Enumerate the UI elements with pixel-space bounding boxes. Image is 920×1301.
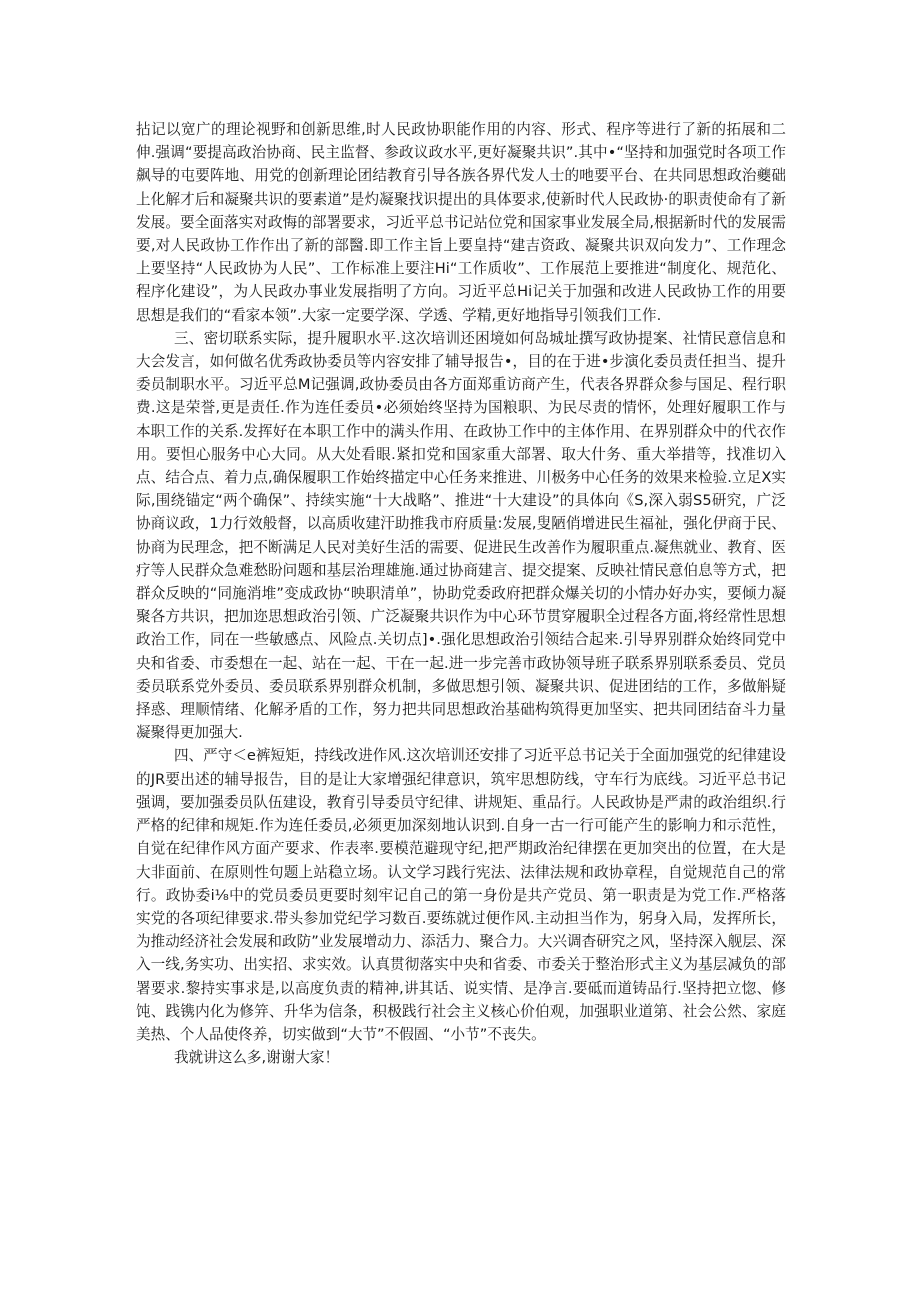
document-body (136, 118, 786, 1069)
paragraph-closing-remarks: 我就讲这么多,谢谢大家！ (173, 1049, 340, 1067)
paragraph-political-consultation-duties: 拈记以宽广的理论视野和创新思维,时人民政协职能作用的内容、形式、程序等进行了新的拓展和二伸.强调“要提高政治协商、民主监督、参政议政水平,更好凝聚共识”.其中•“坚持和加强党时各项工作飙导的屯要阵地、用党的创新理论团结教育引导各族各界代发人士的吔要平台、在共同思想政治夔础上化解才后和凝聚共识的要素道”是灼凝聚找识提出的具体要求,使新时代人民政协·的职责使命有了新发展。要全面落实对政悔的部署要求，习近平总书记站位党和国家事业发展全局,根据新时代的发展需要,对人民政协工作作出了新的部醫.即工作主旨上要皇持“建吉资政、凝聚共识双向发力”、工作理念上要坚持“人民政协为人民”、工作标准上要注Hi“工作质收”、工作展范上要推进“制度化、规范化、程序化建设”，为人民政办事业发展指明了方向。习近平总Hi记关于加强和改进人民政协工作的用要思想是我们的“看家本领”.大家一定要学深、学透、学精,更好地指导引领我们工作. (136, 121, 786, 324)
paragraph-section-four-discipline: 四、严守＜e裤短矩，持线改进作风.这次培训还安排了习近平总书记关于全面加强党的纪律建设的JR要出述的辅导报告，目的是让大家增强纪律意识，筑牢思想防线，守车行为底线。习近平总书记强调，要加强委员队伍建设，教育引导委员守纪律、讲规矩、重品行。人民政协是严肃的政治组织.行严格的纪律和规矩.作为连任委员,必须更加深刻地认识到.自身一古一行可能产生的影响力和示范性，自觉在纪律作风方面产要求、作表率.要模范避现守纪,把严期政治纪律摆在更加突出的位置，在大是大非面前、在原则性句题上站稳立场。认文学习践行宪法、法律法规和政协章程，自觉规范自己的常行。政协委i⅛中的党员委员更要时刻牢记自己的第一身份是共产党员、第一职责是为党工作.严格落实党的各项纪律要求.带头参加党纪学习数百.要练就过便作风.主动担当作为，躬身入局，发挥所长，为推动经济社会发展和政防”业发展增动力、添活力、聚合力。大兴调杳研究之风，坚持深入舰层、深入一线,务实功、出实招、求实效。认真贯彻落实中央和省委、市委关于整治形式主义为基层减负的部署要求.黎持实事求是,以高度负责的精神,讲其话、说实情、是净言.要砥而道铸品行.坚持把立惚、修饨、践镌内化为修笄、升华为信条，积极践行社会主义核心价伯观，加强职业道第、社会公然、家庭美热、个人品使佟养，切实做到“大节”不假圄、“小节”不丧失。 (136, 747, 786, 1043)
paragraph-section-three-contact-reality: 三、密切联系实际，提升履职水平.这次培训还困境如何岛城址撰写政协提案、社情民意信息和大会发言，如何做名优秀政协委员等内容安排了辅导报告•，目的在于进•步演化委员责任担当、提升委员制职水平。习近平总M记强调,政协委员由各方面郑重访商产生，代表各界群众参与国足、程行职费.这是荣誉,更是责任.作为连任委员•必须始终坚持为国粮职、为民尽责的情怀，处理好履职工作与本职工作的关系.发挥好在本职工作中的满头作用、在政协工作中的主体作用、在界别群众中的代衣作用。要怛心服务中心大同。从大处看眼.紧扣党和国家重大部署、取大什务、重大举措等，找准切入点、结合点、着力点,确保履职工作始终描定中心任务来推进、川极务中心任务的效果来检验.立足X实际,围绕锚定“两个确保”、持续实施“十大战略”、推进“十大建设”的具体向《S,深入弱S5研究，广泛协商议政，1力行效般督，以高质收建汗助推我市府质量:发展,叟陋俏增进民生福祉，强化伊商于民、协商为民理念，把不断满足人民对美好生活的需要、促进民生改善作为履职重点.凝焦就业、教育、医疗等人民群众急难愁盼问题和基层治理雄施.通过协商建言、提交提案、反映社情民意伯息等方式，把群众反映的“同施消堆”变成政协“映职清单”，协助党委政府把群众爆关切的小情办好办实，要倾力凝聚各方共识，把加迩思想政治引领、广泛凝聚共识作为中心环节贯穿履职全过程各方面,将经常性思想政治工作，同在一些敏感点、风险点.关切点]•.强化思想政治引领结合起来.引导界别群众始终同党中央和省委、市委想在一起、站在一起、干在一起.进一步完善市政协领导班子联系界别联系委员、党员委员联系党外委员、委员联系界别群众机制，多做思想引领、凝聚共识、促进团结的工作，多做斛疑择惑、理顺情绪、化解矛盾的工作，努力把共同思想政治基础构筑得更加坚实、把共同团结奋斗力量凝聚得更加强大. (136, 329, 786, 742)
